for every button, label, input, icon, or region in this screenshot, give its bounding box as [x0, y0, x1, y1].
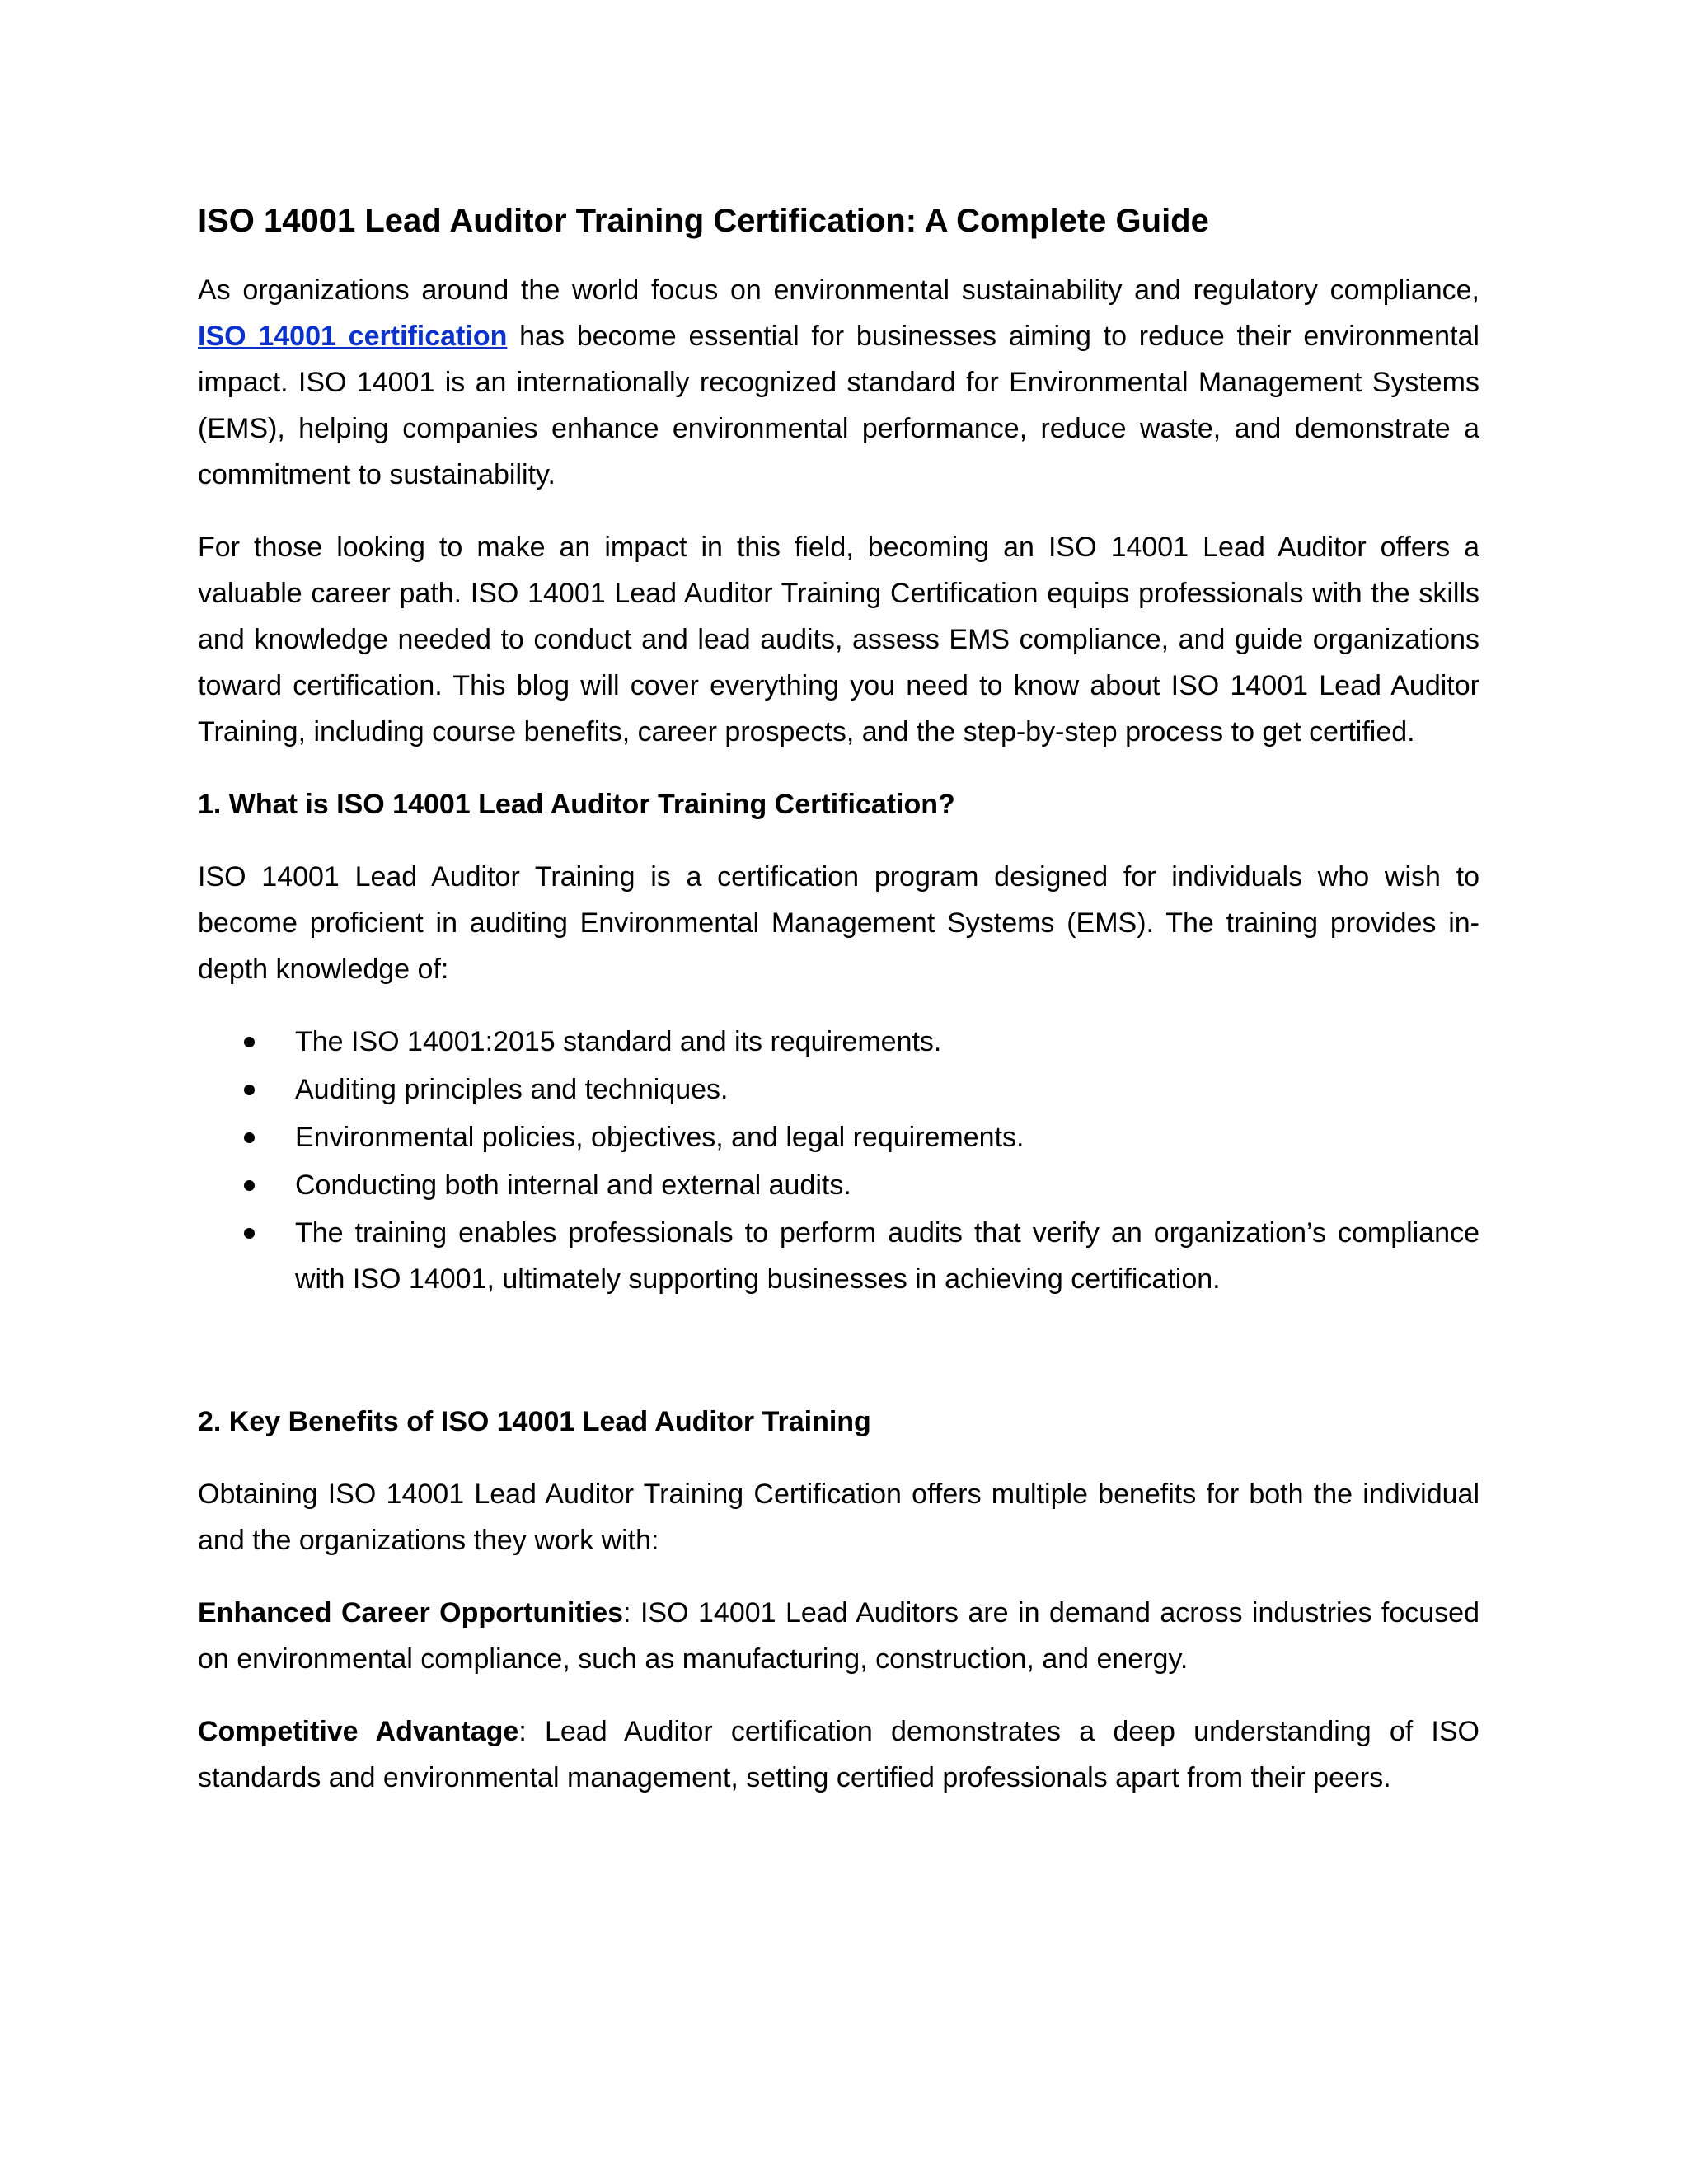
bullet-icon	[244, 1132, 255, 1143]
list-item-text: The ISO 14001:2015 standard and its requirements.	[295, 1026, 942, 1057]
iso-certification-link[interactable]: ISO 14001 certification	[198, 321, 508, 352]
list-item-text: Conducting both internal and external audits.	[295, 1169, 851, 1201]
bullet-icon	[244, 1085, 255, 1095]
list-item	[198, 1210, 1479, 1302]
document-page	[198, 198, 1479, 1827]
section-2-paragraph: Obtaining ISO 14001 Lead Auditor Training Certification offers multiple benefits for both the individual and the organizations they work with:	[198, 1479, 1479, 1556]
benefit-competitive-advantage	[198, 1708, 1479, 1801]
intro-paragraph	[198, 267, 1479, 498]
benefit-career-opportunities	[198, 1590, 1479, 1682]
intro-text-after: has become essential for businesses aiming to reduce their environmental impact. ISO 14001 is an internationally recognized standard for Environmental Management Systems (EMS), helping companies enhance environmental performance, reduce waste, and demonstrate a commitment to sustainability.	[198, 321, 1479, 490]
list-item	[198, 1066, 1479, 1113]
list-item-text: Environmental policies, objectives, and legal requirements.	[295, 1122, 1025, 1153]
list-item-text: Auditing principles and techniques.	[295, 1074, 729, 1105]
section-1-paragraph: ISO 14001 Lead Auditor Training is a certification program designed for individuals who wish to become proficient in auditing Environmental Management Systems (EMS). The training provides in-depth knowledge of:	[198, 861, 1479, 985]
benefit-text: : Lead Auditor certification demonstrates a deep understanding of ISO standards and environmental management, setting certified professionals apart from their peers.	[198, 1716, 1479, 1793]
benefit-term: Competitive Advantage	[198, 1716, 519, 1747]
knowledge-list	[198, 1019, 1479, 1302]
bullet-icon	[244, 1037, 255, 1047]
benefit-term: Enhanced Career Opportunities	[198, 1597, 624, 1629]
list-item	[198, 1019, 1479, 1065]
section-2-heading: 2. Key Benefits of ISO 14001 Lead Auditor Training	[198, 1406, 871, 1437]
career-paragraph: For those looking to make an impact in this field, becoming an ISO 14001 Lead Auditor offers a valuable career path. ISO 14001 Lead Auditor Training Certification equips professionals with the skills and knowledge needed to conduct and lead audits, assess EMS compliance, and guide organizations toward certification. This blog will cover everything you need to know about ISO 14001 Lead Auditor Training, including course benefits, career prospects, and the step-by-step process to get certified.	[198, 532, 1479, 748]
benefit-text: : ISO 14001 Lead Auditors are in demand across industries focused on environmental compliance, such as manufacturing, construction, and energy.	[198, 1597, 1479, 1675]
bullet-icon	[244, 1228, 255, 1239]
list-item-text: The training enables professionals to perform audits that verify an organization’s compliance with ISO 14001, ultimately supporting businesses in achieving certification.	[295, 1217, 1479, 1295]
spacer	[198, 1304, 1479, 1399]
intro-text-before: As organizations around the world focus on environmental sustainability and regulatory compliance,	[198, 274, 1479, 306]
bullet-icon	[244, 1180, 255, 1191]
list-item	[198, 1162, 1479, 1208]
document-title: ISO 14001 Lead Auditor Training Certification: A Complete Guide	[198, 203, 1209, 239]
section-1-heading: 1. What is ISO 14001 Lead Auditor Training Certification?	[198, 789, 955, 820]
list-item	[198, 1114, 1479, 1160]
